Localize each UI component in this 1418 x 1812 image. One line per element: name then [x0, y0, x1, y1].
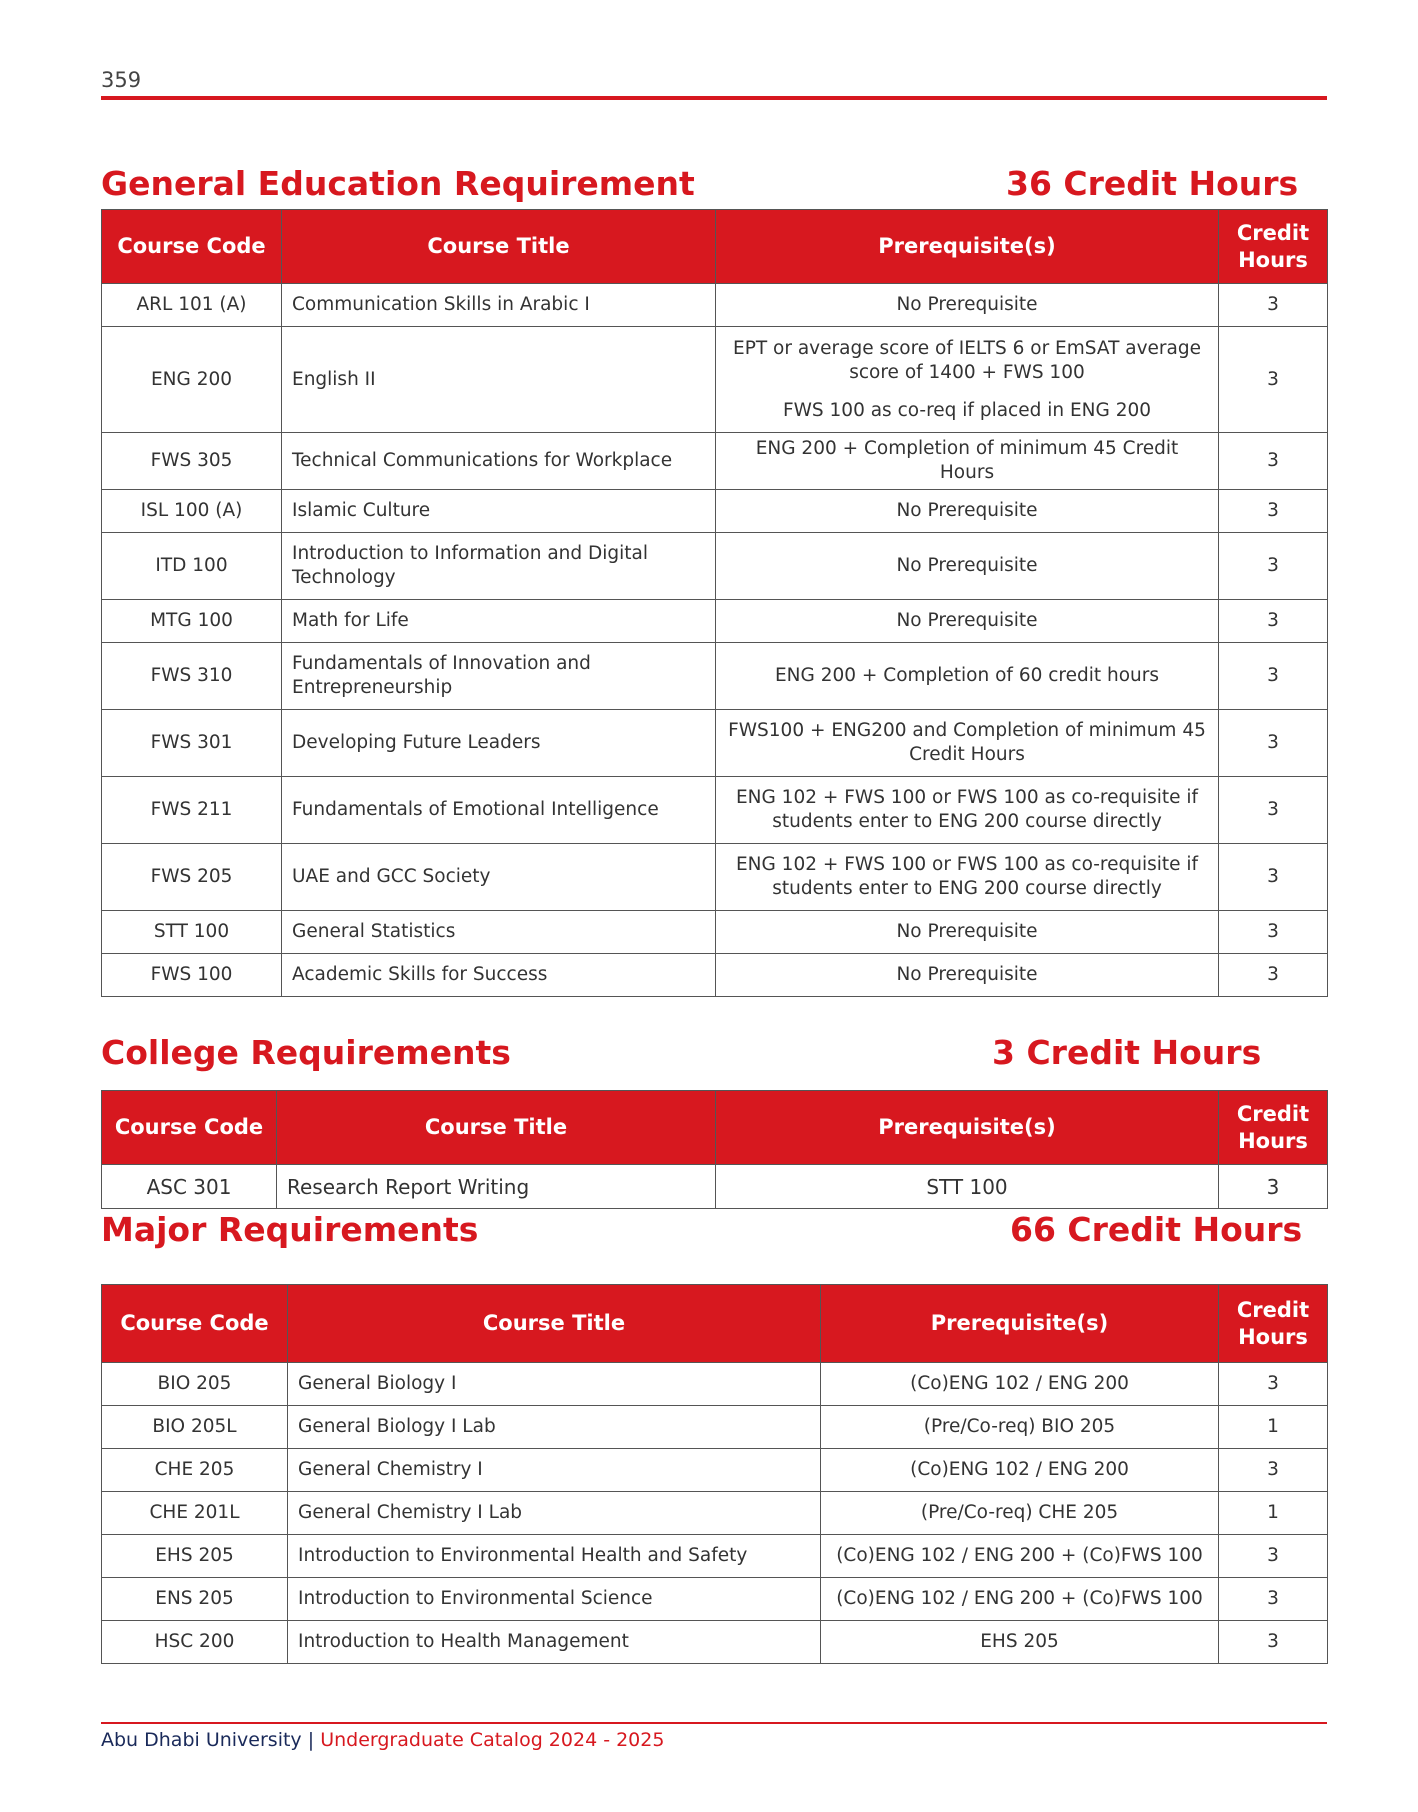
course-title: Research Report Writing [277, 1165, 716, 1209]
college-requirements-table [101, 1090, 1328, 1209]
header-course-title: Course Title [282, 210, 716, 284]
course-prereq: (Co)ENG 102 / ENG 200 [821, 1449, 1219, 1492]
table-row [102, 1621, 1328, 1664]
course-code: EHS 205 [102, 1535, 288, 1578]
course-title: Introduction to Environmental Science [288, 1578, 821, 1621]
top-divider [101, 96, 1327, 100]
course-hours: 3 [1219, 954, 1328, 997]
general-education-hours: 36 Credit Hours [1006, 164, 1299, 203]
course-title: UAE and GCC Society [282, 844, 716, 911]
course-title: Math for Life [282, 600, 716, 643]
course-prereq: (Co)ENG 102 / ENG 200 [821, 1363, 1219, 1406]
table-row [102, 327, 1328, 433]
course-prereq [716, 327, 1219, 433]
header-course-title: Course Title [288, 1285, 821, 1363]
header-credit-hours: Credit Hours [1219, 210, 1328, 284]
major-requirements-hours: 66 Credit Hours [1010, 1210, 1303, 1249]
course-title: General Biology I [288, 1363, 821, 1406]
course-code: BIO 205 [102, 1363, 288, 1406]
course-title: English II [282, 327, 716, 433]
course-code: ASC 301 [102, 1165, 277, 1209]
course-code: BIO 205L [102, 1406, 288, 1449]
header-prerequisites: Prerequisite(s) [821, 1285, 1219, 1363]
header-course-title: Course Title [277, 1091, 716, 1165]
course-code: FWS 211 [102, 777, 282, 844]
course-title: General Biology I Lab [288, 1406, 821, 1449]
table-row [102, 643, 1328, 710]
course-title: Developing Future Leaders [282, 710, 716, 777]
table-row [102, 1535, 1328, 1578]
table-row [102, 1165, 1328, 1209]
course-title: Introduction to Environmental Health and Safety [288, 1535, 821, 1578]
course-code: FWS 305 [102, 433, 282, 490]
header-course-code: Course Code [102, 1285, 288, 1363]
course-hours: 3 [1219, 327, 1328, 433]
course-prereq: ENG 200 + Completion of minimum 45 Credit Hours [716, 433, 1219, 490]
course-hours: 3 [1219, 1449, 1328, 1492]
table-row [102, 911, 1328, 954]
course-prereq: (Co)ENG 102 / ENG 200 + (Co)FWS 100 [821, 1535, 1219, 1578]
course-hours: 3 [1219, 710, 1328, 777]
course-prereq: No Prerequisite [716, 600, 1219, 643]
table-row [102, 954, 1328, 997]
footer-university: Abu Dhabi University [101, 1729, 302, 1751]
college-requirements-hours: 3 Credit Hours [992, 1033, 1262, 1072]
course-code: FWS 301 [102, 710, 282, 777]
major-requirements-title: Major Requirements [101, 1210, 479, 1249]
course-hours: 3 [1219, 533, 1328, 600]
table-header-row [102, 1091, 1328, 1165]
course-hours: 3 [1219, 1363, 1328, 1406]
header-course-code: Course Code [102, 210, 282, 284]
table-header-row [102, 1285, 1328, 1363]
course-title: Introduction to Health Management [288, 1621, 821, 1664]
table-row [102, 600, 1328, 643]
course-code: MTG 100 [102, 600, 282, 643]
course-prereq: EHS 205 [821, 1621, 1219, 1664]
course-hours: 3 [1219, 600, 1328, 643]
general-education-title: General Education Requirement [101, 164, 695, 203]
table-row [102, 284, 1328, 327]
course-title: Communication Skills in Arabic I [282, 284, 716, 327]
page-number: 359 [101, 68, 142, 92]
table-row [102, 490, 1328, 533]
course-prereq: No Prerequisite [716, 490, 1219, 533]
course-hours: 3 [1219, 1578, 1328, 1621]
course-code: FWS 205 [102, 844, 282, 911]
course-hours: 3 [1219, 1535, 1328, 1578]
course-code: STT 100 [102, 911, 282, 954]
header-prerequisites: Prerequisite(s) [716, 210, 1219, 284]
course-hours: 3 [1219, 1621, 1328, 1664]
course-hours: 3 [1219, 844, 1328, 911]
course-code: ARL 101 (A) [102, 284, 282, 327]
footer-separator: | [307, 1729, 315, 1751]
table-row [102, 533, 1328, 600]
table-row [102, 1578, 1328, 1621]
course-hours: 1 [1219, 1406, 1328, 1449]
table-row [102, 433, 1328, 490]
prereq-coreq-note: FWS 100 as co-req if placed in ENG 200 [782, 399, 1152, 421]
course-hours: 1 [1219, 1492, 1328, 1535]
prereq-line: EPT or average score of IELTS 6 or EmSAT average score of 1400 + FWS 100 [733, 337, 1201, 383]
table-row [102, 1449, 1328, 1492]
course-prereq: No Prerequisite [716, 533, 1219, 600]
table-row [102, 710, 1328, 777]
course-title: Technical Communications for Workplace [282, 433, 716, 490]
course-code: FWS 100 [102, 954, 282, 997]
header-credit-hours: Credit Hours [1219, 1285, 1328, 1363]
footer-catalog: Undergraduate Catalog 2024 - 2025 [320, 1729, 665, 1751]
course-title: Islamic Culture [282, 490, 716, 533]
course-code: FWS 310 [102, 643, 282, 710]
header-course-code: Course Code [102, 1091, 277, 1165]
course-prereq: STT 100 [716, 1165, 1219, 1209]
course-code: ENS 205 [102, 1578, 288, 1621]
table-row [102, 1363, 1328, 1406]
course-hours: 3 [1219, 911, 1328, 954]
course-prereq: No Prerequisite [716, 284, 1219, 327]
course-prereq: ENG 200 + Completion of 60 credit hours [716, 643, 1219, 710]
course-title: Introduction to Information and Digital Technology [282, 533, 716, 600]
course-title: Fundamentals of Emotional Intelligence [282, 777, 716, 844]
footer [101, 1729, 664, 1751]
course-prereq: No Prerequisite [716, 911, 1219, 954]
header-credit-hours: Credit Hours [1219, 1091, 1328, 1165]
course-prereq: ENG 102 + FWS 100 or FWS 100 as co-requisite if students enter to ENG 200 course directly [716, 777, 1219, 844]
course-title: General Chemistry I [288, 1449, 821, 1492]
general-education-table [101, 209, 1328, 997]
college-requirements-title: College Requirements [101, 1033, 511, 1072]
course-title: General Statistics [282, 911, 716, 954]
course-hours: 3 [1219, 284, 1328, 327]
course-code: ITD 100 [102, 533, 282, 600]
course-hours: 3 [1219, 777, 1328, 844]
course-hours: 3 [1219, 433, 1328, 490]
course-code: ENG 200 [102, 327, 282, 433]
course-code: HSC 200 [102, 1621, 288, 1664]
course-prereq: ENG 102 + FWS 100 or FWS 100 as co-requisite if students enter to ENG 200 course directly [716, 844, 1219, 911]
header-prerequisites: Prerequisite(s) [716, 1091, 1219, 1165]
course-title: General Chemistry I Lab [288, 1492, 821, 1535]
course-hours: 3 [1219, 1165, 1328, 1209]
course-hours: 3 [1219, 643, 1328, 710]
course-prereq: No Prerequisite [716, 954, 1219, 997]
table-row [102, 1492, 1328, 1535]
course-title: Academic Skills for Success [282, 954, 716, 997]
table-row [102, 844, 1328, 911]
major-requirements-table [101, 1284, 1328, 1664]
footer-divider [101, 1722, 1327, 1724]
course-prereq: (Pre/Co-req) CHE 205 [821, 1492, 1219, 1535]
table-header-row [102, 210, 1328, 284]
course-code: CHE 201L [102, 1492, 288, 1535]
course-code: ISL 100 (A) [102, 490, 282, 533]
course-hours: 3 [1219, 490, 1328, 533]
course-prereq: (Pre/Co-req) BIO 205 [821, 1406, 1219, 1449]
table-row [102, 777, 1328, 844]
table-row [102, 1406, 1328, 1449]
course-prereq: FWS100 + ENG200 and Completion of minimum 45 Credit Hours [716, 710, 1219, 777]
course-code: CHE 205 [102, 1449, 288, 1492]
course-title: Fundamentals of Innovation and Entrepreneurship [282, 643, 716, 710]
course-prereq: (Co)ENG 102 / ENG 200 + (Co)FWS 100 [821, 1578, 1219, 1621]
